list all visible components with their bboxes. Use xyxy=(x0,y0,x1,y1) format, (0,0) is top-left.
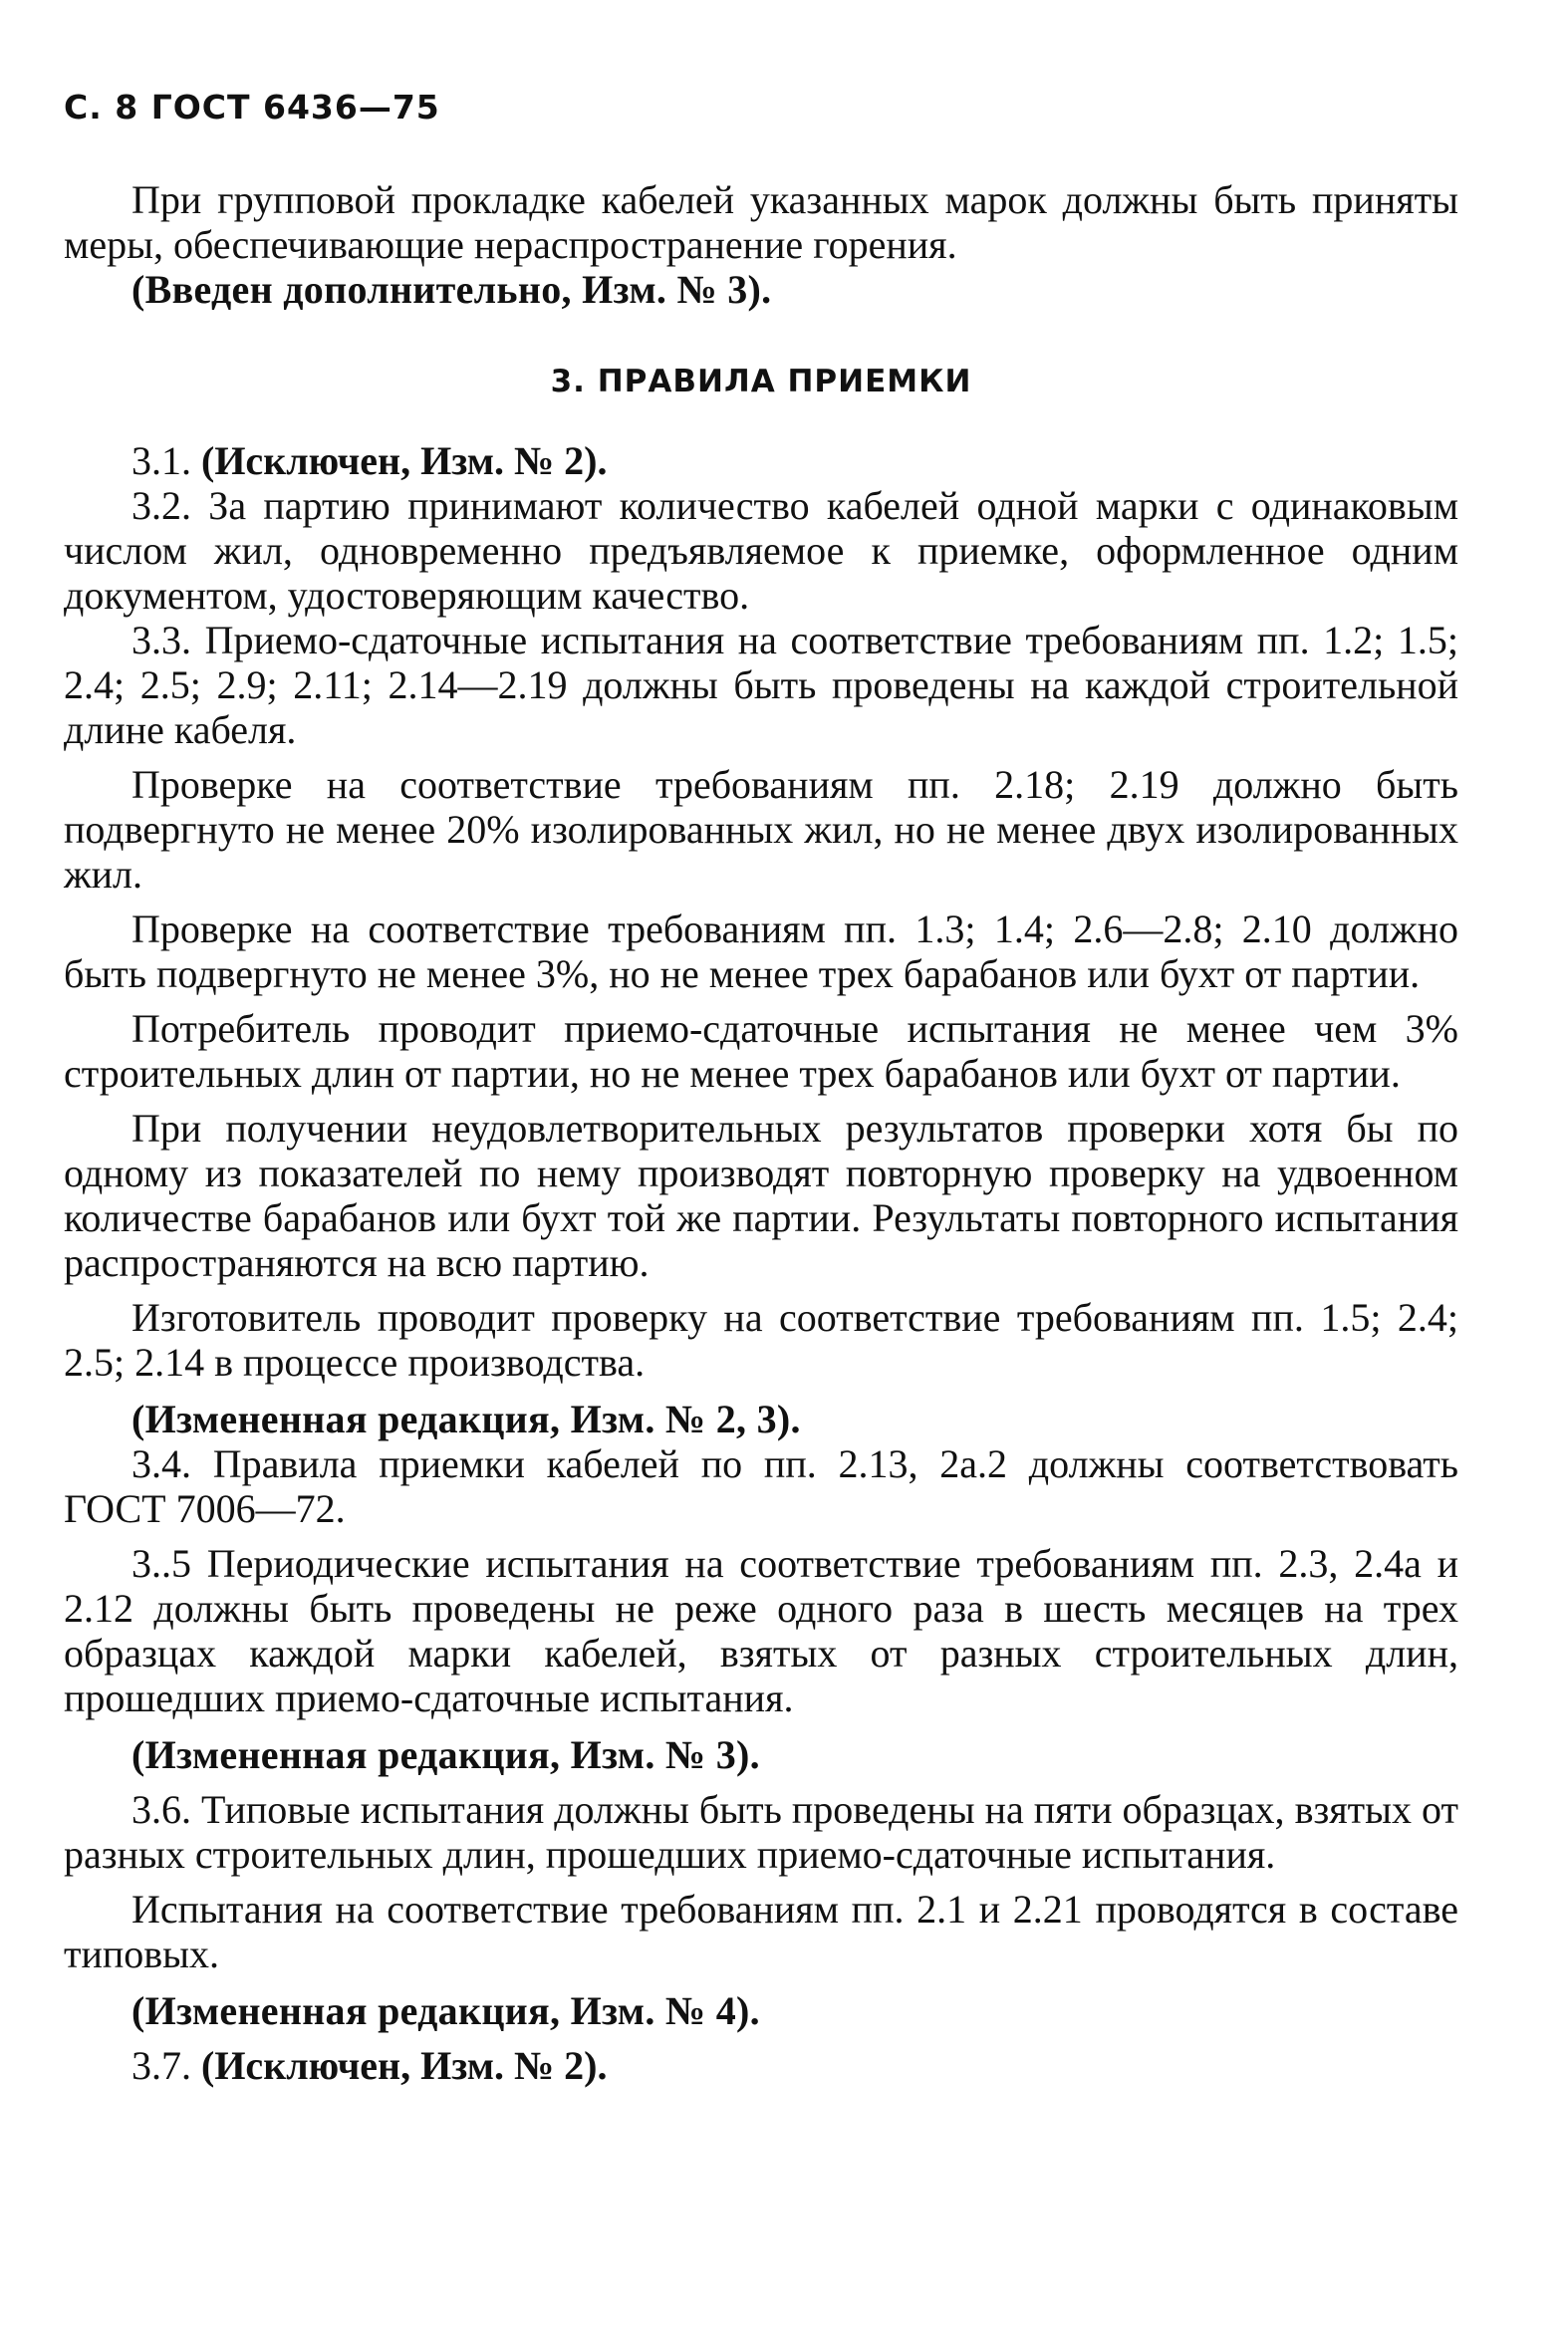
clause-3-3-amendment-note: (Измененная редакция, Изм. № 2, 3). xyxy=(131,1397,801,1441)
clause-3-1 xyxy=(64,438,1458,483)
clause-3-3-paragraph-2: Проверке на соответствие требованиям пп. 2.18; 2.19 должно быть подвергнуто не менее 20% изолированных жил, но не менее двух изолированных жил. xyxy=(64,762,1458,897)
clause-3-1-note: (Исключен, Изм. № 2). xyxy=(201,438,608,483)
intro-paragraph: При групповой прокладке кабелей указанных марок должны быть приняты меры, обеспечивающие нераспространение горения. xyxy=(64,177,1458,267)
intro-amendment-note: (Введен дополнительно, Изм. № 3). xyxy=(131,267,772,312)
clause-3-3-paragraph-5: При получении неудовлетворительных результатов проверки хотя бы по одному из показателей по нему производят повторную проверку на удвоенном количестве барабанов или бухт той же партии. Результаты повторного испытания распространяются на всю партию. xyxy=(64,1106,1458,1285)
clause-3-3: 3.3. Приемо-сдаточные испытания на соответствие требованиям пп. 1.2; 1.5; 2.4; 2.5; 2.9; 2.11; 2.14—2.19 должны быть проведены на каждой строительной длине кабеля. xyxy=(64,618,1458,752)
clause-3-3-paragraph-3: Проверке на соответствие требованиям пп. 1.3; 1.4; 2.6—2.8; 2.10 должно быть подвергнуто не менее 3%, но не менее трех барабанов или бухт от партии. xyxy=(64,906,1458,996)
clause-3-3-paragraph-6: Изготовитель проводит проверку на соответствие требованиям пп. 1.5; 2.4; 2.5; 2.14 в процессе производства. xyxy=(64,1295,1458,1385)
clause-3-3-paragraph-4: Потребитель проводит приемо-сдаточные испытания не менее чем 3% строительных длин от партии, но не менее трех барабанов или бухт от партии. xyxy=(64,1006,1458,1096)
clause-3-6-paragraph-2: Испытания на соответствие требованиям пп. 2.1 и 2.21 проводятся в составе типовых. xyxy=(64,1887,1458,1976)
clause-3-4: 3.4. Правила приемки кабелей по пп. 2.13, 2а.2 должны соответствовать ГОСТ 7006—72. xyxy=(64,1441,1458,1531)
document-body xyxy=(64,177,1458,2088)
clause-3-7-note: (Исключен, Изм. № 2). xyxy=(201,2043,608,2088)
clause-3-2: 3.2. За партию принимают количество кабелей одной марки с одинаковым числом жил, одновременно предъявляемое к приемке, оформленное одним документом, удостоверяющим качество. xyxy=(64,483,1458,618)
clause-3-5: 3..5 Периодические испытания на соответствие требованиям пп. 2.3, 2.4а и 2.12 должны быть проведены не реже одного раза в шесть месяцев на трех образцах каждой марки кабелей, взятых от разных строительных длин, прошедших приемо-сдаточные испытания. xyxy=(64,1541,1458,1720)
clause-3-1-number: 3.1. xyxy=(131,438,191,483)
clause-3-6: 3.6. Типовые испытания должны быть проведены на пяти образцах, взятых от разных строительных длин, прошедших приемо-сдаточные испытания. xyxy=(64,1787,1458,1877)
clause-3-5-amendment-note: (Измененная редакция, Изм. № 3). xyxy=(131,1732,760,1777)
clause-3-6-amendment-note: (Измененная редакция, Изм. № 4). xyxy=(131,1988,760,2033)
clause-3-7-number: 3.7. xyxy=(131,2043,191,2088)
section-title: 3. ПРАВИЛА ПРИЕМКИ xyxy=(550,364,972,399)
clause-3-7 xyxy=(64,2043,1458,2088)
page-header: С. 8 ГОСТ 6436—75 xyxy=(64,88,440,127)
